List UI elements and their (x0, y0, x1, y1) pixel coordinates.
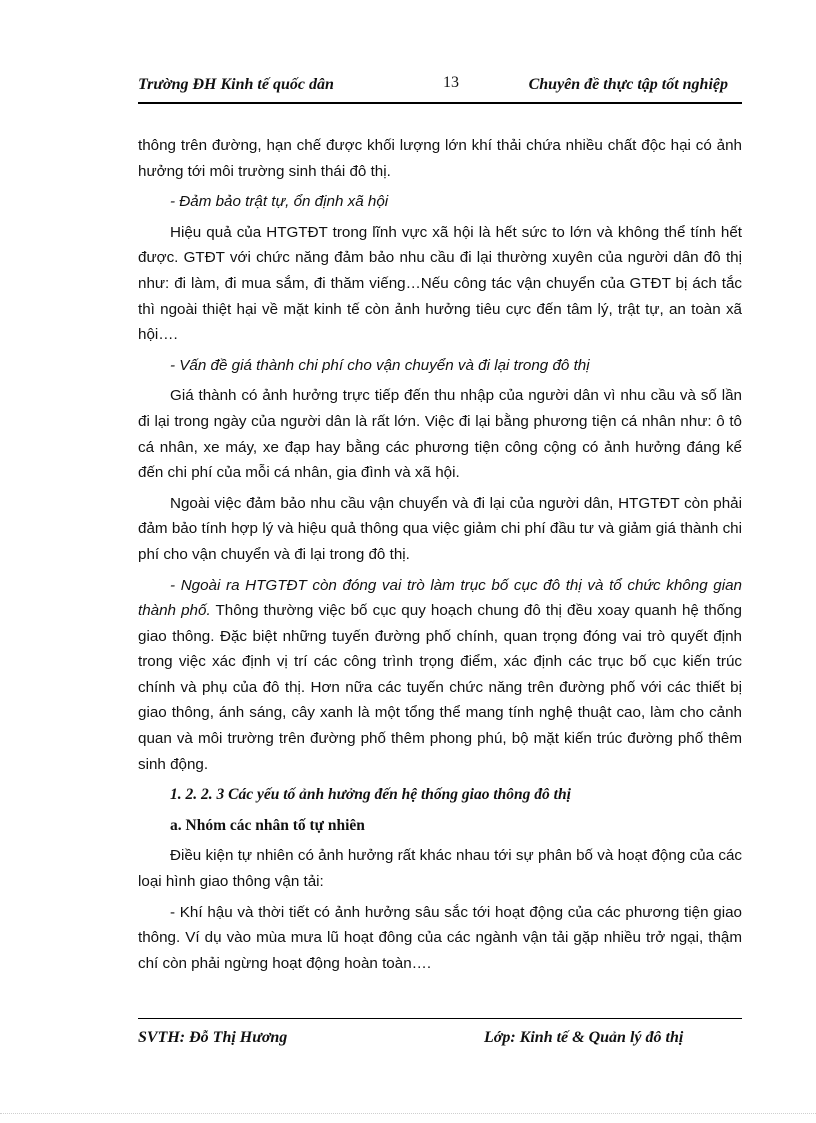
bullet-social-order: - Đảm bảo trật tự, ổn định xã hội (170, 193, 389, 211)
footer-class: Lớp: Kinh tế & Quản lý đô thị (484, 1029, 684, 1046)
paragraph-social-efficiency: Hiệu quả của HTGTĐT trong lĩnh vực xã hội là hết sức to lớn và không thể tính hết được. GTĐT với chức năng đảm bảo nhu cầu đi lại thường xuyên của người dân đô thị như: đi làm, đi mua sắm, đi thăm viếng…Nếu công tác vận chuyển của GTĐT bị ách tắc thì ngoài thiệt hại về mặt kinh tế còn ảnh hưởng tiêu cực đến tâm lý, trật tự, an toàn xã hội…. (138, 223, 742, 344)
paragraph-cost-impact: Giá thành có ảnh hưởng trực tiếp đến thu nhập của người dân vì nhu cầu và số lần đi lại trong ngày của người dân là rất lớn. Việc đi lại bằng phương tiện cá nhân như: ô tô cá nhân, xe máy, xe đạp hay bằng các phương tiện công cộng có ảnh hưởng đáng kể đến chi phí của mỗi cá nhân, gia đình và xã hội. (138, 387, 742, 482)
urban-layout-lead: - Ngoài ra HTGTĐT còn đóng vai trò làm trục bố cục đô thị và tổ chức không gian thành phố. (138, 576, 742, 620)
paragraph-climate: - Khí hậu và thời tiết có ảnh hưởng sâu sắc tới hoạt động của các phương tiện giao thông. Ví dụ vào mùa mưa lũ hoạt đông của các ngành vận tải gặp nhiều trở ngại, thậm chí còn phải ngừng hoạt động hoàn toàn…. (138, 903, 742, 972)
page-header (138, 72, 742, 104)
section-heading: 1. 2. 2. 3 Các yếu tố ảnh hưởng đến hệ thống giao thông đô thị (170, 786, 571, 804)
paragraph-investment: Ngoài việc đảm bảo nhu cầu vận chuyển và đi lại của người dân, HTGTĐT còn phải đảm bảo tính hợp lý và hiệu quả thông qua việc giảm chi phí đầu tư và giảm giá thành chi phí cho vận chuyển và đi lại trong đô thị. (138, 494, 742, 563)
bullet-transport-cost: - Vấn đề giá thành chi phí cho vận chuyển và đi lại trong đô thị (170, 356, 590, 374)
document-body (138, 133, 742, 981)
page-number: 13 (443, 74, 459, 91)
page-footer (138, 1018, 742, 1055)
footer-student: SVTH: Đỗ Thị Hương (138, 1029, 288, 1046)
paragraph-natural-conditions: Điều kiện tự nhiên có ảnh hưởng rất khác nhau tới sự phân bố và hoạt động của các loại hình giao thông vận tải: (138, 847, 742, 891)
paragraph-urban-layout (138, 573, 742, 778)
urban-layout-text: Thông thường việc bố cục quy hoạch chung đô thị đều xoay quanh hệ thống giao thông. Đặc biệt những tuyến đường phố chính, quan trọng đóng vai trò quyết định trong việc xác định vị trí các công trình trọng điểm, xác định các trục bố cục kiến trúc chính và phụ của đô thị. Hơn nữa các tuyến chức năng trên đường phố với các thiết bị giao thông, ánh sáng, cây xanh là một tổng thể mang tính nghệ thuật cao, làm cho cảnh quan và môi trường trên đường phố thêm phong phú, bộ mặt kiến trúc đường phố thêm sinh động. (138, 602, 742, 773)
header-school: Trường ĐH Kinh tế quốc dân (138, 76, 334, 93)
header-report-title: Chuyên đề thực tập tốt nghiệp (528, 76, 728, 93)
subsection-heading: a. Nhóm các nhân tố tự nhiên (170, 816, 365, 834)
paragraph-continuation: thông trên đường, hạn chế được khối lượng lớn khí thải chứa nhiều chất độc hại có ảnh hưởng tới môi trường sinh thái đô thị. (138, 137, 742, 180)
page-edge-divider (0, 1113, 816, 1114)
